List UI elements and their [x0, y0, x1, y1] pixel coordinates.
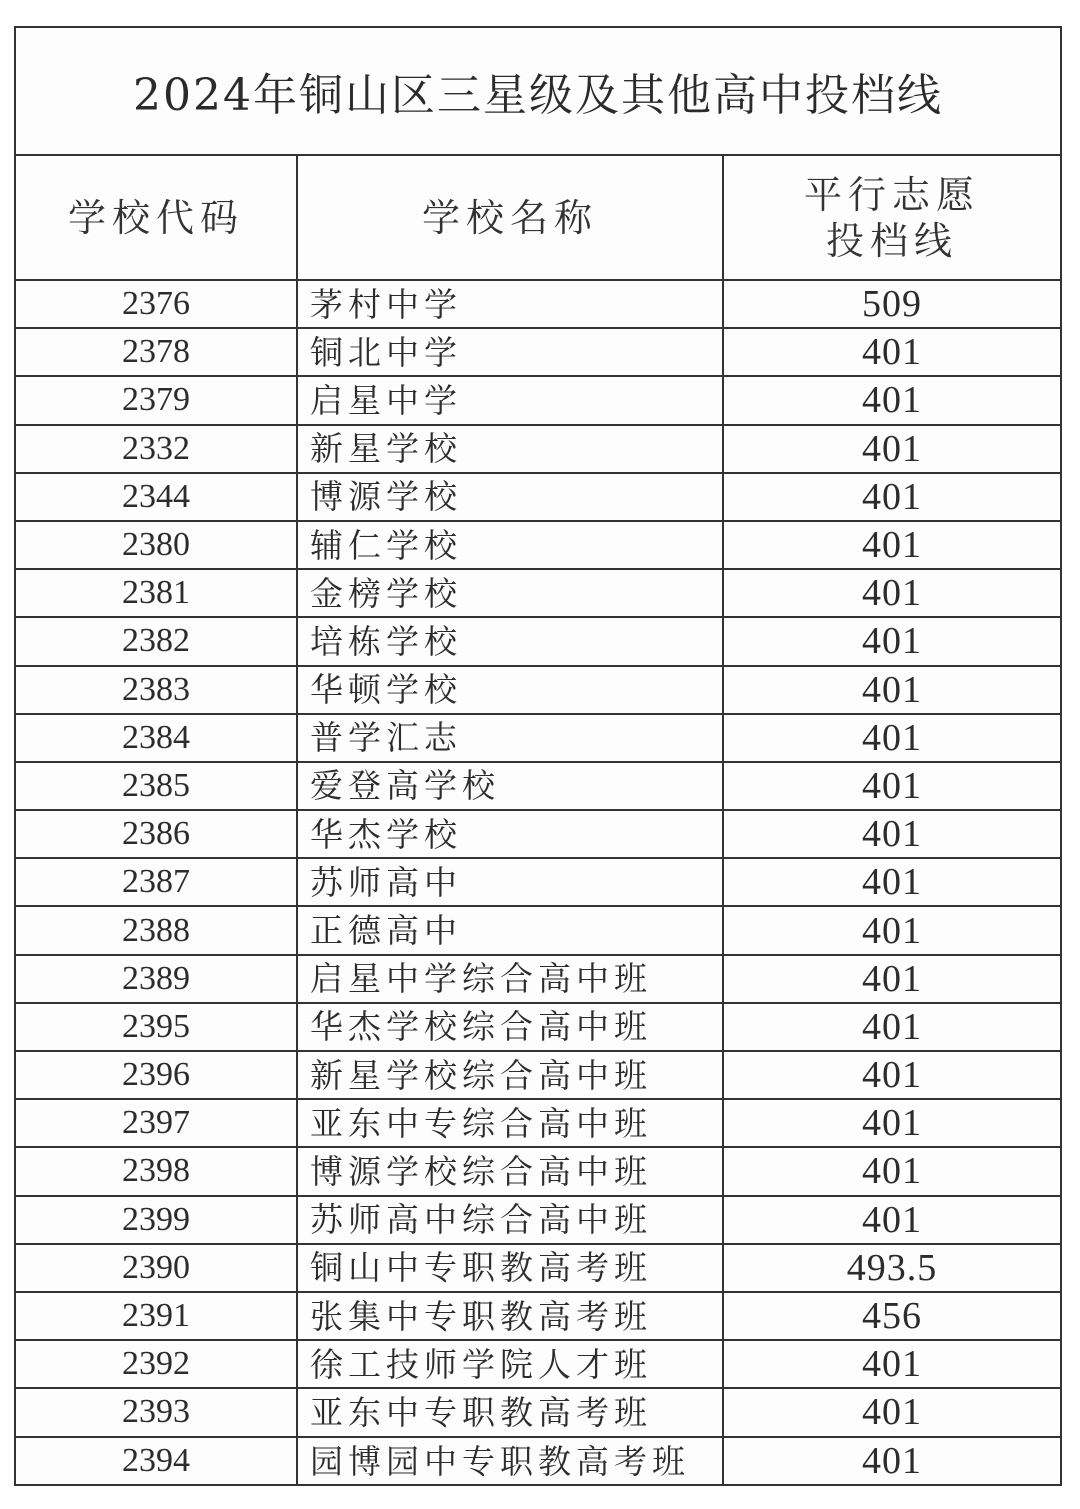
table-row [16, 666, 1060, 714]
score-line-cell: 401 [723, 1388, 1060, 1436]
score-line-cell: 401 [723, 955, 1060, 1003]
table-row [16, 1051, 1060, 1099]
school-code-cell: 2399 [16, 1196, 297, 1244]
table-row [16, 906, 1060, 954]
school-name-cell: 博源学校综合高中班 [297, 1147, 723, 1195]
table-row [16, 473, 1060, 521]
school-code-cell: 2379 [16, 376, 297, 424]
score-line-cell: 401 [723, 376, 1060, 424]
school-code-cell: 2393 [16, 1388, 297, 1436]
score-line-cell: 401 [723, 569, 1060, 617]
score-line-cell: 456 [723, 1292, 1060, 1340]
table-row [16, 617, 1060, 665]
score-line-cell: 493.5 [723, 1244, 1060, 1292]
school-code-cell: 2384 [16, 714, 297, 762]
header-school-code: 学校代码 [16, 156, 297, 280]
school-code-cell: 2387 [16, 858, 297, 906]
school-code-cell: 2388 [16, 906, 297, 954]
school-name-cell: 启星中学综合高中班 [297, 955, 723, 1003]
table-row [16, 1292, 1060, 1340]
header-score-line [723, 156, 1060, 280]
table-row [16, 810, 1060, 858]
school-code-cell: 2376 [16, 280, 297, 328]
score-line-cell: 401 [723, 858, 1060, 906]
table-row [16, 1147, 1060, 1195]
school-name-cell: 正德高中 [297, 906, 723, 954]
school-code-cell: 2385 [16, 762, 297, 810]
table-row [16, 280, 1060, 328]
school-name-cell: 辅仁学校 [297, 521, 723, 569]
table-row [16, 858, 1060, 906]
score-line-cell: 401 [723, 1340, 1060, 1388]
school-name-cell: 徐工技师学院人才班 [297, 1340, 723, 1388]
school-name-cell: 爱登高学校 [297, 762, 723, 810]
table-row [16, 714, 1060, 762]
school-name-cell: 亚东中专综合高中班 [297, 1099, 723, 1147]
score-line-cell: 401 [723, 425, 1060, 473]
header-score-line-1: 平行志愿 [803, 172, 980, 217]
school-name-cell: 培栋学校 [297, 617, 723, 665]
score-line-cell: 401 [723, 810, 1060, 858]
score-line-cell: 401 [723, 1147, 1060, 1195]
school-name-cell: 普学汇志 [297, 714, 723, 762]
school-name-cell: 华杰学校 [297, 810, 723, 858]
table-row [16, 1244, 1060, 1292]
table-row [16, 1388, 1060, 1436]
school-code-cell: 2382 [16, 617, 297, 665]
school-name-cell: 新星学校综合高中班 [297, 1051, 723, 1099]
school-code-cell: 2332 [16, 425, 297, 473]
score-line-cell: 401 [723, 1099, 1060, 1147]
table-row [16, 569, 1060, 617]
table-row [16, 1196, 1060, 1244]
school-code-cell: 2394 [16, 1437, 297, 1485]
school-name-cell: 亚东中专职教高考班 [297, 1388, 723, 1436]
score-line-cell: 509 [723, 280, 1060, 328]
school-name-cell: 金榜学校 [297, 569, 723, 617]
score-line-cell: 401 [723, 906, 1060, 954]
school-code-cell: 2392 [16, 1340, 297, 1388]
table-row [16, 1340, 1060, 1388]
school-name-cell: 茅村中学 [297, 280, 723, 328]
score-line-cell: 401 [723, 473, 1060, 521]
school-code-cell: 2395 [16, 1003, 297, 1051]
school-name-cell: 铜北中学 [297, 328, 723, 376]
score-line-cell: 401 [723, 1003, 1060, 1051]
table-row [16, 328, 1060, 376]
school-code-cell: 2397 [16, 1099, 297, 1147]
school-code-cell: 2398 [16, 1147, 297, 1195]
score-line-cell: 401 [723, 666, 1060, 714]
school-name-cell: 新星学校 [297, 425, 723, 473]
school-code-cell: 2390 [16, 1244, 297, 1292]
school-code-cell: 2386 [16, 810, 297, 858]
header-row [16, 156, 1060, 280]
table-row [16, 955, 1060, 1003]
score-line-cell: 401 [723, 1196, 1060, 1244]
admission-score-sheet [14, 26, 1062, 1486]
score-table [16, 156, 1060, 1485]
school-code-cell: 2389 [16, 955, 297, 1003]
school-code-cell: 2383 [16, 666, 297, 714]
school-name-cell: 苏师高中 [297, 858, 723, 906]
table-row [16, 1003, 1060, 1051]
school-name-cell: 华杰学校综合高中班 [297, 1003, 723, 1051]
header-school-name: 学校名称 [297, 156, 723, 280]
school-name-cell: 张集中专职教高考班 [297, 1292, 723, 1340]
school-code-cell: 2381 [16, 569, 297, 617]
table-row [16, 521, 1060, 569]
score-line-cell: 401 [723, 328, 1060, 376]
table-row [16, 762, 1060, 810]
school-name-cell: 铜山中专职教高考班 [297, 1244, 723, 1292]
table-row [16, 425, 1060, 473]
school-name-cell: 园博园中专职教高考班 [297, 1437, 723, 1485]
table-row [16, 1437, 1060, 1485]
school-code-cell: 2344 [16, 473, 297, 521]
school-code-cell: 2391 [16, 1292, 297, 1340]
table-row [16, 1099, 1060, 1147]
table-row [16, 376, 1060, 424]
score-line-cell: 401 [723, 1437, 1060, 1485]
school-name-cell: 博源学校 [297, 473, 723, 521]
school-name-cell: 启星中学 [297, 376, 723, 424]
score-line-cell: 401 [723, 521, 1060, 569]
score-line-cell: 401 [723, 762, 1060, 810]
school-code-cell: 2380 [16, 521, 297, 569]
score-line-cell: 401 [723, 617, 1060, 665]
school-name-cell: 华顿学校 [297, 666, 723, 714]
school-code-cell: 2396 [16, 1051, 297, 1099]
school-name-cell: 苏师高中综合高中班 [297, 1196, 723, 1244]
school-code-cell: 2378 [16, 328, 297, 376]
score-line-cell: 401 [723, 714, 1060, 762]
header-score-line-2: 投档线 [825, 218, 958, 263]
score-line-cell: 401 [723, 1051, 1060, 1099]
page-title: 2024年铜山区三星级及其他高中投档线 [16, 28, 1060, 156]
table-body [16, 280, 1060, 1485]
